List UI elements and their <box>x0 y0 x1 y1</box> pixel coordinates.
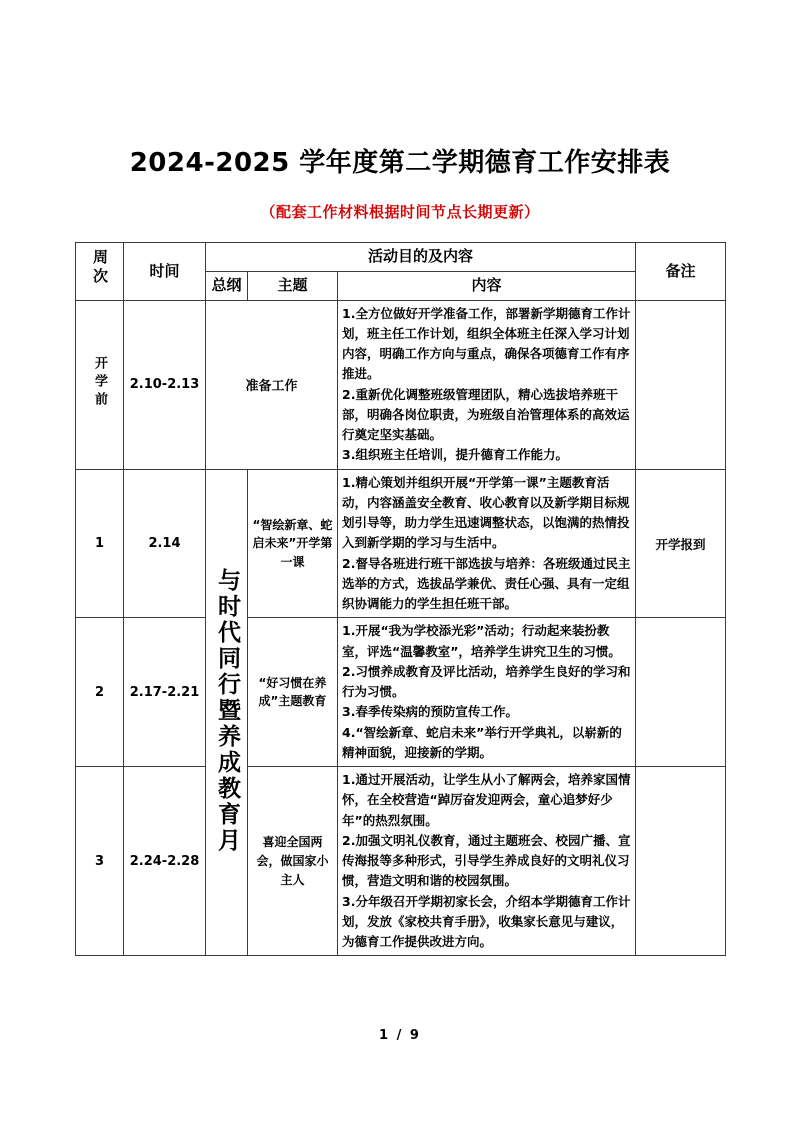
cell-remark: 开学报到 <box>636 469 726 618</box>
content-line: 2.督导各班进行班干部选拔与培养：各班级通过民主选举的方式，选拔品学兼优、责任心强、具有一定组织协调能力的学生担任班干部。 <box>342 555 631 612</box>
page-subtitle: （配套工作材料根据时间节点长期更新） <box>260 203 540 222</box>
cell-week: 2 <box>76 618 124 767</box>
content-line: 3.组织班主任培训，提升德育工作能力。 <box>342 447 568 463</box>
table-row <box>76 767 726 956</box>
cell-theme: “智绘新章、蛇启未来”开学第一课 <box>248 469 338 618</box>
column-header-week-text: 周次 <box>91 249 109 288</box>
cell-week: 3 <box>76 767 124 956</box>
column-header-week <box>76 243 124 301</box>
table-row <box>76 469 726 618</box>
cell-outline-text: 与时代同行暨养成教育月 <box>214 567 240 854</box>
cell-remark <box>636 300 726 469</box>
table-row <box>76 300 726 469</box>
cell-content <box>338 767 636 956</box>
content-line: 4.“智绘新章、蛇启未来”举行开学典礼，以崭新的精神面貌，迎接新的学期。 <box>342 724 622 760</box>
content-line: 3.春季传染病的预防宣传工作。 <box>342 704 518 720</box>
cell-theme: 喜迎全国两会，做国家小主人 <box>248 767 338 956</box>
column-header-content: 内容 <box>338 271 636 300</box>
cell-theme: “好习惯在养成”主题教育 <box>248 618 338 767</box>
cell-week-text: 开学前 <box>92 355 107 410</box>
cell-content <box>338 469 636 618</box>
content-line: 2.习惯养成教育及评比活动，培养学生良好的学习和行为习惯。 <box>342 663 631 700</box>
cell-outline-vertical <box>206 469 248 956</box>
table-header <box>76 243 726 301</box>
cell-remark <box>636 767 726 956</box>
table-body <box>76 300 726 956</box>
cell-remark <box>636 618 726 767</box>
cell-time: 2.17-2.21 <box>124 618 206 767</box>
page-title: 2024-2025 学年度第二学期德育工作安排表 <box>129 148 671 178</box>
content-line: 3.分年级召开学期初家长会，介绍本学期德育工作计划，发放《家校共育手册》，收集家长意见与建议，为德育工作提供改进方向。 <box>342 893 631 950</box>
column-header-remark: 备注 <box>636 243 726 301</box>
content-line: 1.开展“我为学校添光彩”活动；行动起来装扮教室，评选“温馨教室”，培养学生讲究卫生的习惯。 <box>342 623 621 659</box>
page-footer: 1 / 9 <box>379 1028 421 1043</box>
cell-content <box>338 618 636 767</box>
table-row <box>76 618 726 767</box>
column-header-time: 时间 <box>124 243 206 301</box>
column-header-activity-group: 活动目的及内容 <box>206 243 636 272</box>
schedule-table <box>75 242 726 956</box>
column-header-theme: 主题 <box>248 271 338 300</box>
cell-time: 2.14 <box>124 469 206 618</box>
content-line: 2.加强文明礼仪教育，通过主题班会、校园广播、宣传海报等多种形式，引导学生养成良好的文明礼仪习惯，营造文明和谐的校园氛围。 <box>342 832 631 889</box>
content-line: 2.重新优化调整班级管理团队，精心选拔培养班干部，明确各岗位职责，为班级自治管理体系的高效运行奠定坚实基础。 <box>342 386 630 443</box>
content-line: 1.精心策划并组织开展“开学第一课”主题教育活动，内容涵盖安全教育、收心教育以及新学期目标规划引导等，助力学生迅速调整状态，以饱满的热情投入到新学期的学习与生活中。 <box>342 474 630 551</box>
cell-week <box>76 300 124 469</box>
cell-preparation-label: 准备工作 <box>206 300 338 469</box>
content-line: 1.全方位做好开学准备工作，部署新学期德育工作计划，班主任工作计划，组织全体班主任深入学习计划内容，明确工作方向与重点，确保各项德育工作有序推进。 <box>342 305 631 382</box>
cell-time: 2.10-2.13 <box>124 300 206 469</box>
cell-content <box>338 300 636 469</box>
column-header-outline: 总纲 <box>206 271 248 300</box>
cell-week: 1 <box>76 469 124 618</box>
cell-time: 2.24-2.28 <box>124 767 206 956</box>
content-line: 1.通过开展活动，让学生从小了解两会，培养家国情怀，在全校营造“踔厉奋发迎两会，童心追梦好少年”的热烈氛围。 <box>342 772 631 828</box>
table-header-row-1 <box>76 243 726 272</box>
